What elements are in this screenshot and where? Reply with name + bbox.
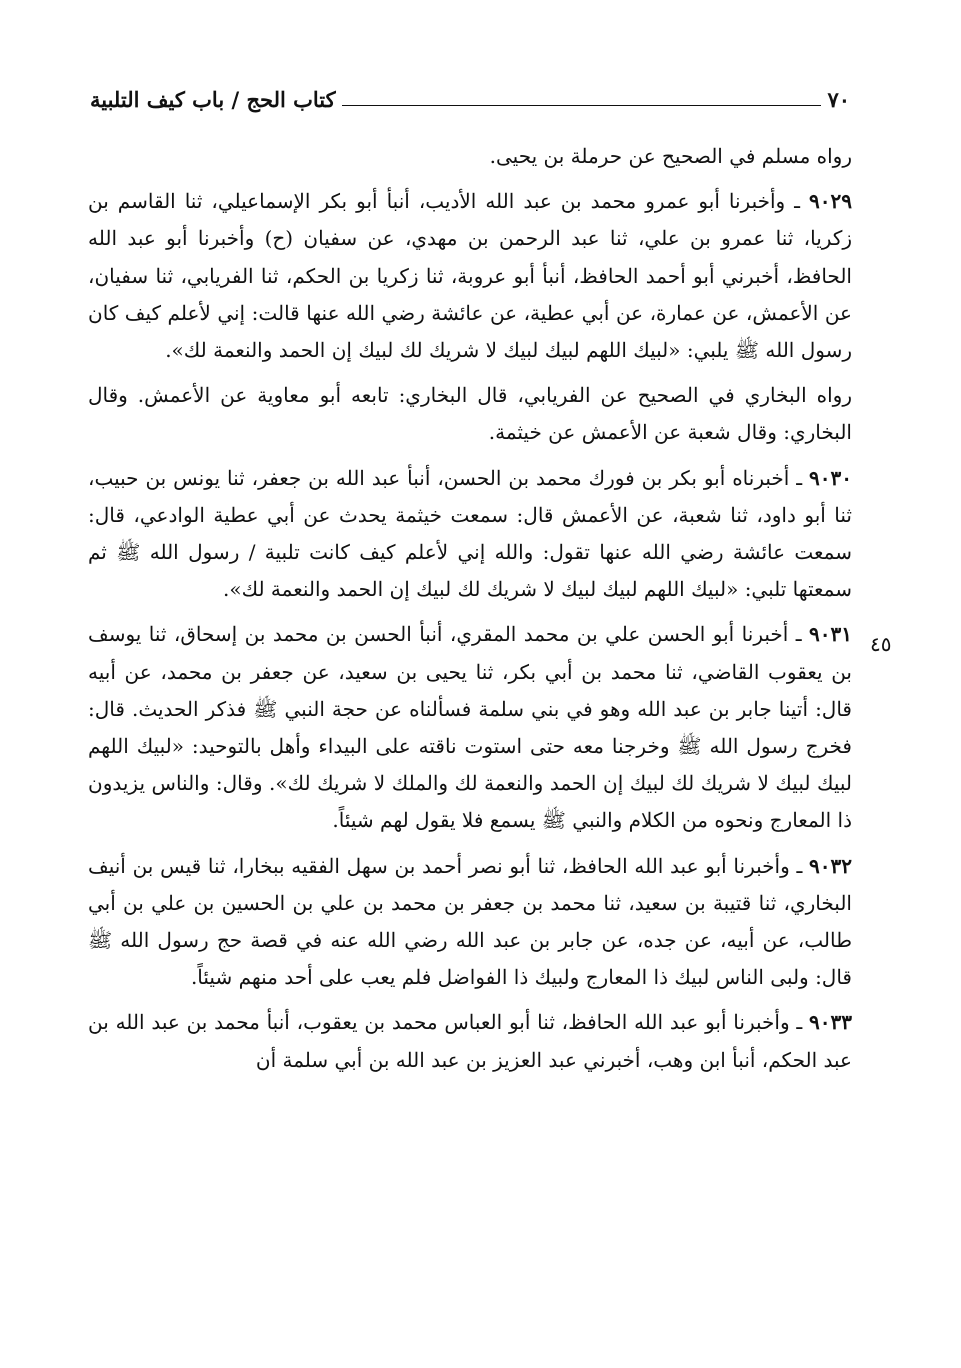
paragraph-text: ـ أخبرناه أبو بكر بن فورك محمد بن الحسن، أنبأ عبد الله بن جعفر، ثنا يونس بن حبيب، ثنا أبو داود، ثنا شعبة، عن الأعمش قال: سمعت خيثمة يحدث عن أبي عطية الوادعي، قال: سمعت عائشة رضي الله عنها تقول: والله إني لأعلم كيف كانت تلبية / رسول الله ﷺ ثم سمعتها تلبي: «لبيك اللهم لبيك لبيك لا شريك لك لبيك إن الحمد والنعمة لك». <box>88 465 853 602</box>
hadith-number: ٩٠٣١ <box>809 622 852 647</box>
paragraph-text: ـ وأخبرنا أبو عبد الله الحافظ، ثنا أبو نصر أحمد بن سهل الفقيه ببخارا، ثنا قيس بن أنيف البخاري، ثنا قتيبة بن سعيد، ثنا محمد بن جعفر بن محمد بن علي بن الحسين بن علي بن أبي طالب، عن أبيه، عن جده، عن جابر بن عبد الله رضي الله عنه في قصة حج رسول الله ﷺ قال: ولبى الناس لبيك ذا المعارج ولبيك ذا الفواضل فلم يعب على أحد منهم شيئاً. <box>88 853 853 990</box>
hadith-number: ٩٠٣٣ <box>809 1010 852 1035</box>
paragraph-hadith-9029 <box>88 183 852 369</box>
margin-page-marker: ٤٥ <box>870 632 892 656</box>
paragraph-hadith-9030 <box>88 460 852 609</box>
running-title: كتاب الحج / باب كيف التلبية <box>90 87 336 112</box>
paragraph-text: ـ أخبرنا أبو الحسن علي بن محمد المقري، أنبأ الحسن بن محمد بن إسحاق، ثنا يوسف بن يعقوب القاضي، ثنا محمد بن أبي بكر، ثنا يحيى بن سعيد، عن جعفر بن محمد، عن أبيه قال: أتينا جابر بن عبد الله وهو في بني سلمة فسألناه عن حجة النبي ﷺ فذكر الحديث. قال: فخرج رسول الله ﷺ وخرجنا معه حتى استوت ناقته على البيداء وأهل بالتوحيد: «لبيك اللهم لبيك لبيك لا شريك لك لبيك إن الحمد والنعمة لك والملك لا شريك لك». وقال: والناس يزيدون ذا المعارج ونحوه من الكلام والنبي ﷺ يسمع فلا يقول لهم شيئاً. <box>88 622 852 833</box>
paragraph-text: رواه مسلم في الصحيح عن حرملة بن يحيى. <box>489 144 852 168</box>
paragraph-riwayah-2 <box>88 377 852 451</box>
page-number: ٧٠ <box>827 87 850 112</box>
page-body <box>88 138 852 1087</box>
hadith-number: ٩٠٢٩ <box>809 189 852 214</box>
hadith-number: ٩٠٣٠ <box>809 465 852 490</box>
paragraph-riwayah-1 <box>88 138 852 175</box>
header-rule <box>342 105 822 106</box>
paragraph-text: رواه البخاري في الصحيح عن الفريابي، قال البخاري: تابعه أبو معاوية عن الأعمش. وقال البخاري: وقال شعبة عن الأعمش عن خيثمة. <box>88 383 852 445</box>
paragraph-text: ـ وأخبرنا أبو عمرو محمد بن عبد الله الأديب، أنبأ أبو بكر الإسماعيلي، ثنا القاسم بن زكريا، ثنا عمرو بن علي، ثنا عبد الرحمن بن مهدي، عن سفيان (ح) وأخبرنا أبو عبد الله الحافظ، أخبرني أبو أحمد الحافظ، أنبأ أبو عروبة، ثنا زكريا بن الحكم، ثنا الفريابي، ثنا سفيان، عن الأعمش، عن عمارة، عن أبي عطية، عن عائشة رضي الله عنها قالت: إني لأعلم كيف كان رسول الله ﷺ يلبي: «لبيك اللهم لبيك لبيك لا شريك لك لبيك إن الحمد والنعمة لك». <box>88 189 852 363</box>
paragraph-hadith-9032 <box>88 848 852 997</box>
paragraph-hadith-9033 <box>88 1004 852 1078</box>
hadith-number: ٩٠٣٢ <box>809 853 852 878</box>
page-header <box>90 78 850 112</box>
paragraph-hadith-9031 <box>88 616 852 839</box>
paragraph-text: ـ وأخبرنا أبو عبد الله الحافظ، ثنا أبو العباس محمد بن يعقوب، أنبأ محمد بن عبد الله بن عبد الحكم، أنبأ ابن وهب، أخبرني عبد العزيز بن عبد الله بن أبي سلمة أن <box>88 1010 852 1072</box>
